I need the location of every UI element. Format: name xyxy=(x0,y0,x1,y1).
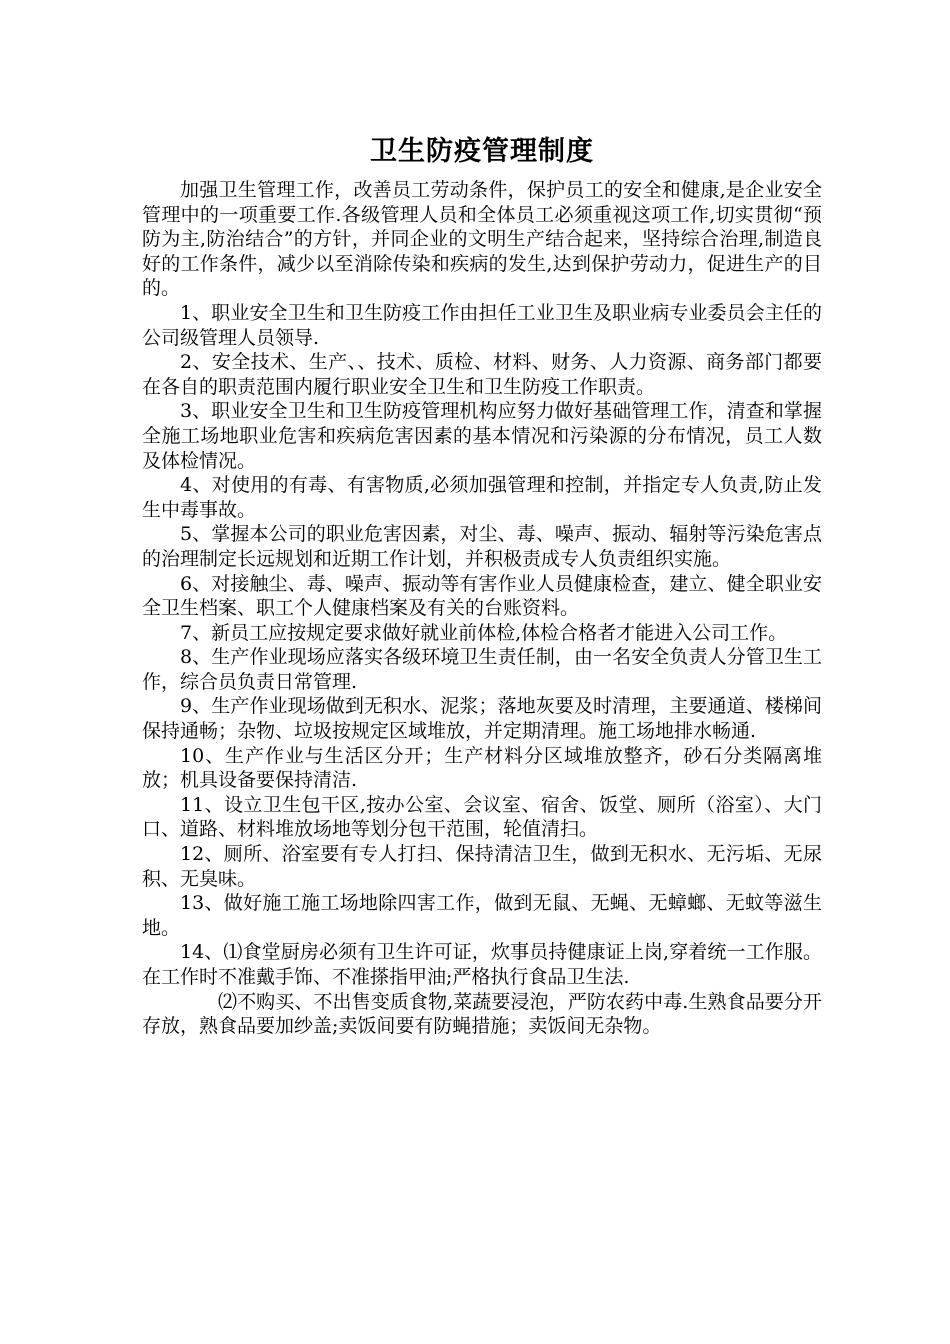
document-body xyxy=(142,132,822,1039)
clause-12: 12、厕所、浴室要有专人打扫、保持清洁卫生，做到无积水、无污垢、无尿积、无臭味。 xyxy=(142,843,822,890)
document-title: 卫生防疫管理制度 xyxy=(370,136,594,167)
clause-2: 2、安全技术、生产、、技术、质检、材料、财务、人力资源、商务部门都要在各自的职责范围内履行职业安全卫生和卫生防疫工作职责。 xyxy=(142,351,822,398)
clause-6: 6、对接触尘、毒、噪声、振动等有害作业人员健康检查，建立、健全职业安全卫生档案、职工个人健康档案及有关的台账资料。 xyxy=(142,572,822,620)
clause-5: 5、掌握本公司的职业危害因素，对尘、毒、噪声、振动、辐射等污染危害点的治理制定长远规划和近期工作计划，并积极责成专人负责组织实施。 xyxy=(142,523,822,570)
clause-8: 8、生产作业现场应落实各级环境卫生责任制，由一名安全负责人分管卫生工作，综合员负责日常管理. xyxy=(142,646,822,693)
clause-14-item-2: ⑵不购买、不出售变质食物,菜蔬要浸泡，严防农药中毒.生熟食品要分开存放，熟食品要加纱盖;卖饭间要有防蝇措施；卖饭间无杂物。 xyxy=(142,990,822,1038)
clause-4: 4、对使用的有毒、有害物质,必须加强管理和控制，并指定专人负责,防止发生中毒事故。 xyxy=(142,474,822,521)
clause-3: 3、职业安全卫生和卫生防疫管理机构应努力做好基础管理工作，清查和掌握全施工场地职业危害和疾病危害因素的基本情况和污染源的分布情况，员工人数及体检情况。 xyxy=(142,400,822,472)
clause-10: 10、生产作业与生活区分开；生产材料分区域堆放整齐，砂石分类隔离堆放；机具设备要保持清洁. xyxy=(142,744,822,792)
clause-11: 11、设立卫生包干区,按办公室、会议室、宿舍、饭堂、厕所（浴室）、大门口、道路、材料堆放场地等划分包干范围，轮值清扫。 xyxy=(142,793,822,841)
clause-14-item-1: 14、⑴食堂厨房必须有卫生许可证，炊事员持健康证上岗,穿着统一工作服。在工作时不准戴手饰、不准搽指甲油;严格执行食品卫生法. xyxy=(142,941,822,988)
clause-13: 13、做好施工施工场地除四害工作，做到无鼠、无蝇、无蟑螂、无蚊等滋生地。 xyxy=(142,892,822,939)
intro-paragraph: 加强卫生管理工作，改善员工劳动条件，保护员工的安全和健康,是企业安全管理中的一项重要工作.各级管理人员和全体员工必须重视这项工作,切实贯彻“预防为主,防治结合”的方针，并同企业的文明生产结合起来，坚持综合治理,制造良好的工作条件，减少以至消除传染和疾病的发生,达到保护劳动力，促进生产的目的。 xyxy=(142,179,822,300)
clause-1: 1、职业安全卫生和卫生防疫工作由担任工业卫生及职业病专业委员会主任的公司级管理人员领导. xyxy=(142,301,822,349)
clause-7: 7、新员工应按规定要求做好就业前体检,体检合格者才能进入公司工作。 xyxy=(180,621,788,644)
clause-9: 9、生产作业现场做到无积水、泥浆；落地灰要及时清理，主要通道、楼梯间保持通畅；杂物、垃圾按规定区域堆放，并定期清理。施工场地排水畅通. xyxy=(142,695,822,743)
